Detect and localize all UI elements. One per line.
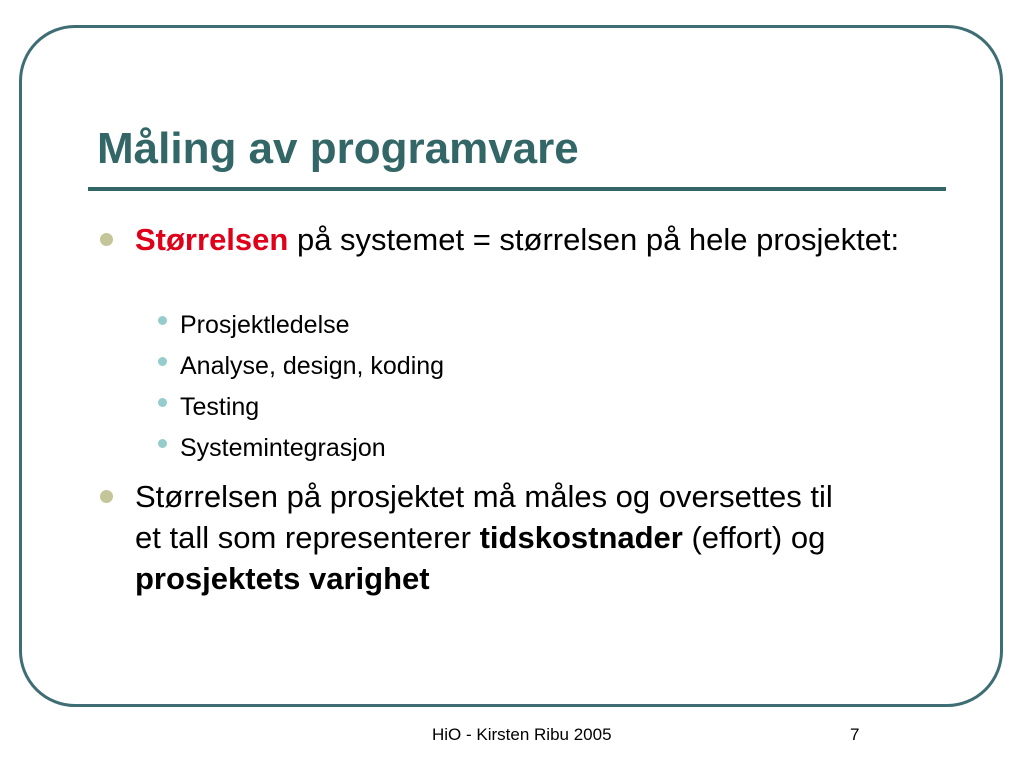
sub-bullet-text: Prosjektledelse [180, 311, 350, 339]
sub-bullet-text: Systemintegrasjon [180, 434, 386, 462]
sub-bullet-item [180, 433, 880, 463]
sub-bullet-item [180, 310, 880, 340]
sub-bullet-dot-icon [158, 316, 167, 325]
bold-text: prosjektets varighet [135, 561, 430, 596]
sub-bullet-dot-icon [158, 357, 167, 366]
sub-bullet-item [180, 351, 880, 381]
sub-bullet-text: Analyse, design, koding [180, 352, 445, 380]
bullet-item [135, 476, 835, 599]
bold-text: tidskostnader [479, 520, 683, 555]
bullet-item [135, 219, 925, 260]
bullet-dot-icon [100, 490, 113, 503]
sub-bullet-text: Testing [180, 393, 260, 421]
footer-credit: HiO - Kirsten Ribu 2005 [432, 725, 612, 744]
bullet-text: Størrelsen på prosjektet må måles og oversettes til et tall som representerer [135, 479, 833, 555]
sub-bullet-dot-icon [158, 439, 167, 448]
sub-bullet-item [180, 392, 880, 422]
emphasis-text: Størrelsen [135, 222, 289, 257]
sub-bullet-dot-icon [158, 398, 167, 407]
slide-title: Måling av programvare [97, 124, 579, 173]
bullet-dot-icon [100, 233, 113, 246]
bullet-text: på systemet = størrelsen på hele prosjektet: [288, 222, 900, 257]
bullet-text: (effort) og [682, 520, 826, 555]
page-number: 7 [850, 725, 860, 744]
